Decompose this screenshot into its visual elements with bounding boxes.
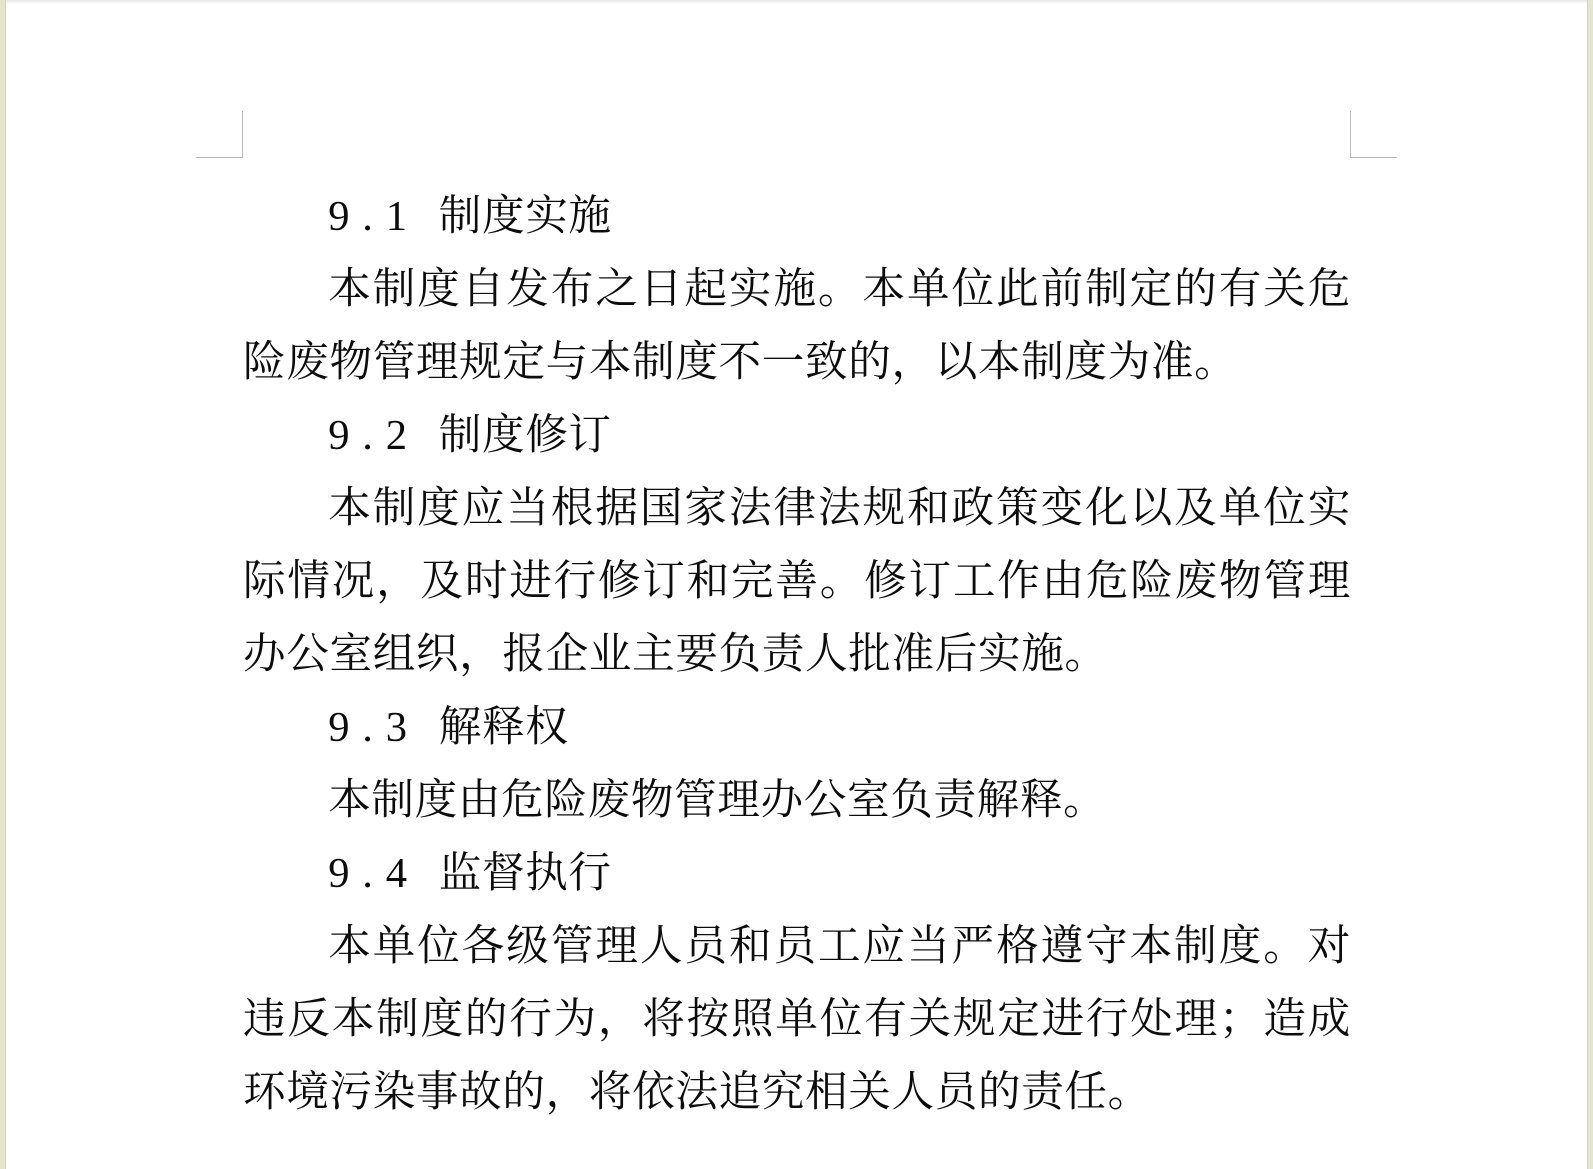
section-heading-9-1 bbox=[243, 180, 1351, 253]
section-heading-9-3 bbox=[243, 691, 1351, 764]
document-page-text bbox=[243, 180, 1351, 1129]
section-number: 9.4 bbox=[328, 850, 420, 897]
section-heading-9-4 bbox=[243, 837, 1351, 910]
section-title: 制度实施 bbox=[438, 193, 612, 240]
paragraph-supervision: 本单位各级管理人员和员工应当严格遵守本制度。对违反本制度的行为，将按照单位有关规定进行处理；造成环境污染事故的，将依法追究相关人员的责任。 bbox=[243, 923, 1351, 1116]
margin-crop-mark-top-right bbox=[1350, 111, 1351, 158]
app-background-edge-right bbox=[1587, 0, 1593, 1169]
section-number: 9.2 bbox=[328, 412, 420, 459]
window-top-seam bbox=[0, 0, 1593, 4]
section-number: 9.3 bbox=[328, 704, 420, 751]
section-heading-9-2 bbox=[243, 399, 1351, 472]
section-title: 解释权 bbox=[438, 704, 569, 751]
paragraph-implementation: 本制度自发布之日起实施。本单位此前制定的有关危险废物管理规定与本制度不一致的，以本制度为准。 bbox=[243, 266, 1351, 386]
margin-crop-mark-top-left bbox=[196, 157, 243, 158]
section-number: 9.1 bbox=[328, 193, 420, 240]
app-background-edge-left bbox=[0, 0, 6, 1169]
section-title: 制度修订 bbox=[438, 412, 612, 459]
margin-crop-mark-top-right bbox=[1350, 157, 1397, 158]
paragraph-revision: 本制度应当根据国家法律法规和政策变化以及单位实际情况，及时进行修订和完善。修订工作由危险废物管理办公室组织，报企业主要负责人批准后实施。 bbox=[243, 485, 1351, 678]
margin-crop-mark-top-left bbox=[242, 111, 243, 158]
section-title: 监督执行 bbox=[438, 850, 612, 897]
paragraph-interpretation: 本制度由危险废物管理办公室负责解释。 bbox=[328, 777, 1107, 824]
